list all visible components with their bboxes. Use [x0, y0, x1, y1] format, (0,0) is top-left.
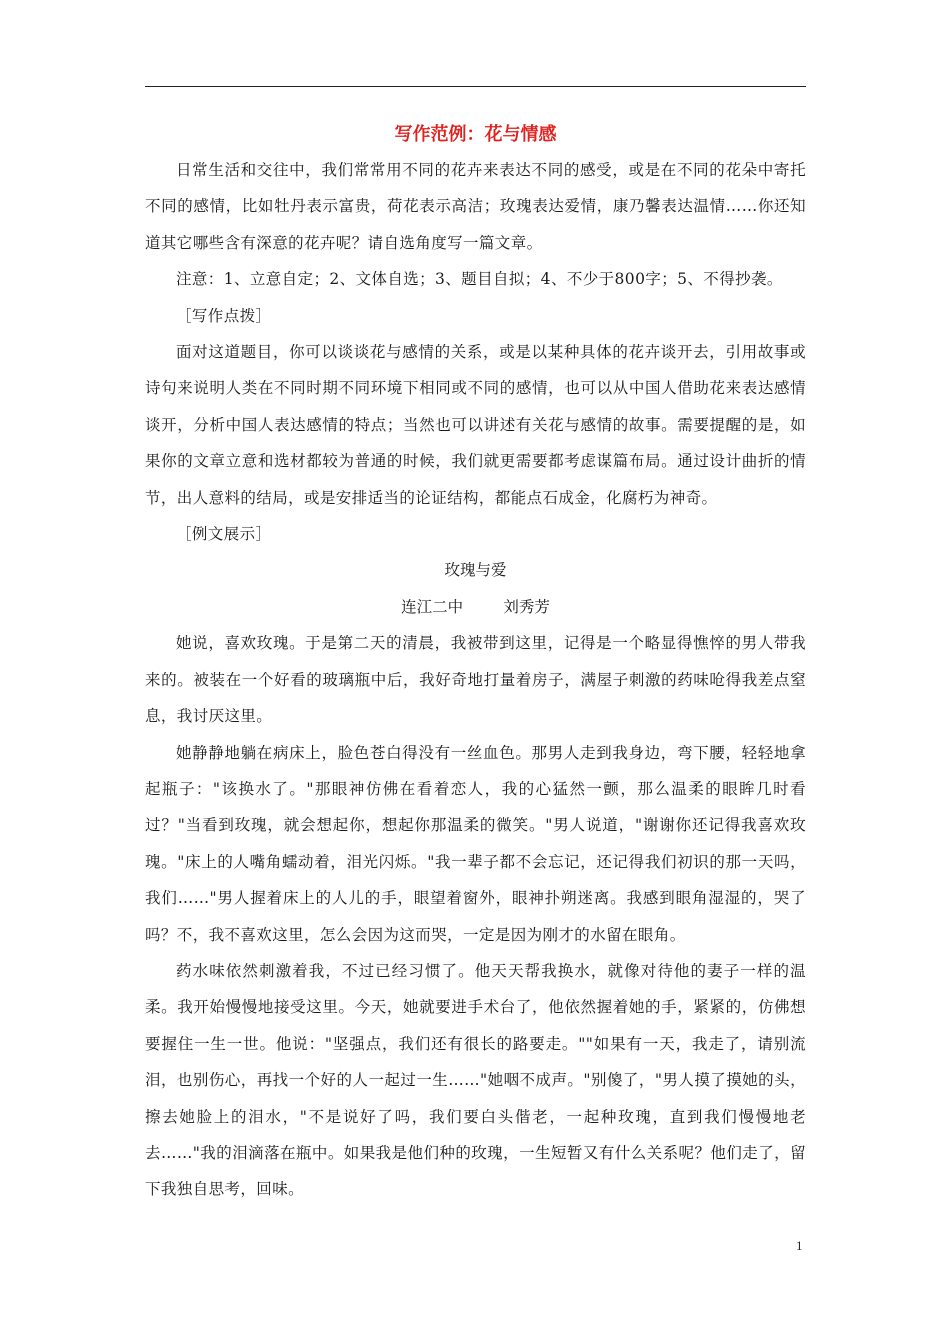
document-body — [145, 118, 806, 1208]
requirements-paragraph: 注意：1、立意自定；2、文体自选；3、题目自拟；4、不少于800字；5、不得抄袭。 — [176, 270, 783, 289]
header-rule — [145, 86, 806, 87]
essay-school: 连江二中 — [401, 597, 464, 616]
essay-paragraph-3: 药水味依然刺激着我，不过已经习惯了。他天天帮我换水，就像对待他的妻子一样的温柔。我开始慢慢地接受这里。今天，她就要进手术台了，他依然握着她的手，紧紧的，仿佛想要握住一生一世。他说："坚强点，我们还有很长的路要走。""如果有一天，我走了，请别流泪，也别伤心，再找一个好的人一起过一生……"她咽不成声。"别傻了，"男人摸了摸她的头，擦去她脸上的泪水，"不是说好了吗，我们要白头偕老，一起种玫瑰，直到我们慢慢地老去……"我的泪滴落在瓶中。如果我是他们种的玫瑰，一生短暂又有什么关系呢？他们走了，留下我独自思考，回味。 — [145, 961, 806, 1199]
essay-title: 玫瑰与爱 — [444, 561, 507, 580]
example-heading: ［例文展示］ — [176, 525, 272, 544]
essay-paragraph-1: 她说，喜欢玫瑰。于是第二天的清晨，我被带到这里，记得是一个略显得憔悴的男人带我来的。被装在一个好看的玻璃瓶中后，我好奇地打量着房子，满屋子刺激的药味呛得我差点窒息，我讨厌这里。 — [145, 634, 806, 726]
essay-byline — [145, 589, 806, 625]
document-title: 写作范例：花与情感 — [394, 124, 557, 145]
tips-heading: ［写作点拨］ — [176, 306, 272, 325]
prompt-paragraph: 日常生活和交往中，我们常常用不同的花卉来表达不同的感受，或是在不同的花朵中寄托不同的感情，比如牡丹表示富贵，荷花表示高洁；玫瑰表达爱情，康乃馨表达温情……你还知道其它哪些含有深意的花卉呢？请自选角度写一篇文章。 — [145, 161, 806, 252]
page-number: 1 — [796, 1238, 803, 1253]
essay-author: 刘秀芳 — [503, 597, 550, 616]
essay-paragraph-2: 她静静地躺在病床上，脸色苍白得没有一丝血色。那男人走到我身边，弯下腰，轻轻地拿起瓶子："该换水了。"那眼神仿佛在看着恋人，我的心猛然一颤，那么温柔的眼眸几时看过？"当看到玫瑰，就会想起你，想起你那温柔的微笑。"男人说道，"谢谢你还记得我喜欢玫瑰。"床上的人嘴角蠕动着，泪光闪烁。"我一辈子都不会忘记，还记得我们初识的那一天吗，我们……"男人握着床上的人儿的手，眼望着窗外，眼神扑朔迷离。我感到眼角湿湿的，哭了吗？不，我不喜欢这里，怎么会因为这而哭，一定是因为刚才的水留在眼角。 — [145, 743, 806, 944]
tips-paragraph: 面对这道题目，你可以谈谈花与感情的关系，或是以某种具体的花卉谈开去，引用故事或诗句来说明人类在不同时期不同环境下相同或不同的感情，也可以从中国人借助花来表达感情谈开，分析中国人表达感情的特点；当然也可以讲述有关花与感情的故事。需要提醒的是，如果你的文章立意和选材都较为普通的时候，我们就更需要都考虑谋篇布局。通过设计曲折的情节，出人意料的结局，或是安排适当的论证结构，都能点石成金，化腐朽为神奇。 — [145, 343, 806, 507]
